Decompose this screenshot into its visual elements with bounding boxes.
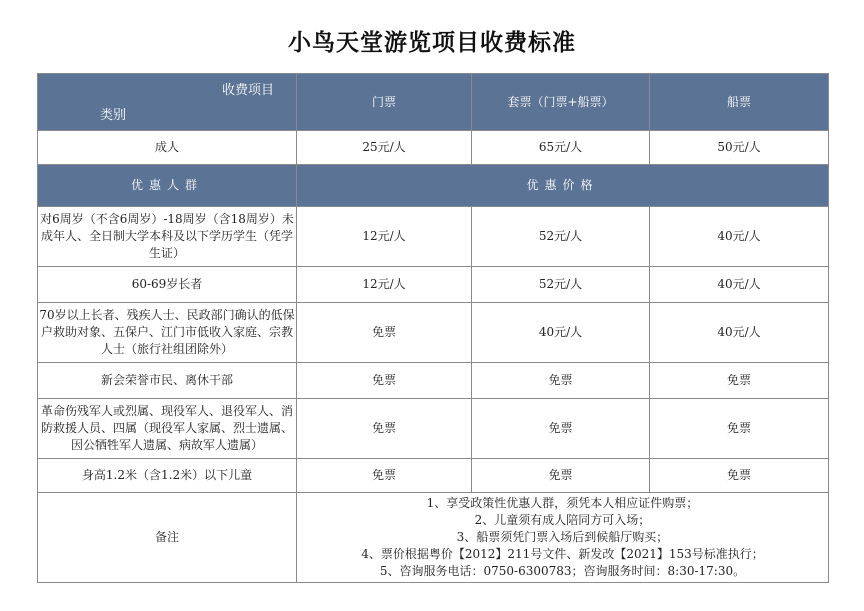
price-cell: 40元/人: [472, 303, 650, 363]
row-label: 成人: [38, 131, 297, 165]
notes-content: [297, 493, 829, 583]
table-row: [38, 459, 829, 493]
header-category-label: 类别: [100, 108, 127, 123]
header-corner-cell: [38, 74, 297, 131]
note-line: 5、咨询服务电话：0750-6300783；咨询服务时间：8:30-17:30。: [379, 564, 746, 578]
price-cell: 52元/人: [472, 267, 650, 303]
note-line: 1、享受政策性优惠人群，须凭本人相应证件购票；: [426, 496, 699, 510]
row-label: 70岁以上长者、残疾人士、民政部门确认的低保户救助对象、五保户、江门市低收入家庭、宗教人士（旅行社组团除外）: [38, 303, 297, 363]
header-item-label: 收费项目: [221, 83, 274, 98]
fee-table: [37, 73, 829, 583]
notes-row: [38, 493, 829, 583]
price-cell: 免票: [472, 363, 650, 399]
table-row: [38, 303, 829, 363]
price-cell: 52元/人: [472, 207, 650, 267]
discount-price-label: 优惠价格: [297, 165, 829, 207]
price-cell: 免票: [297, 363, 472, 399]
price-cell: 免票: [650, 459, 829, 493]
row-label: 身高1.2米（含1.2米）以下儿童: [38, 459, 297, 493]
price-cell: 免票: [297, 303, 472, 363]
price-cell: 免票: [297, 399, 472, 459]
price-cell: 12元/人: [297, 207, 472, 267]
price-cell: 40元/人: [650, 303, 829, 363]
discount-group-label: 优惠人群: [38, 165, 297, 207]
column-header-package: 套票（门票+船票）: [472, 74, 650, 131]
note-line: 4、票价根据粤价【2012】211号文件、新发改【2021】153号标准执行；: [361, 547, 764, 561]
row-label: 对6周岁（不含6周岁）-18周岁（含18周岁）未成年人、全日制大学本科及以下学历学生（凭学生证）: [38, 207, 297, 267]
row-label: 革命伤残军人或烈属、现役军人、退役军人、消防救援人员、四属（现役军人家属、烈士遗属、因公牺牲军人遗属、病故军人遗属）: [38, 399, 297, 459]
table-row: [38, 363, 829, 399]
price-cell: 12元/人: [297, 267, 472, 303]
column-header-ticket: 门票: [297, 74, 472, 131]
column-header-boat: 船票: [650, 74, 829, 131]
table-row: [38, 399, 829, 459]
note-line: 2、儿童须有成人陪同方可入场；: [474, 513, 651, 527]
price-cell: 免票: [472, 399, 650, 459]
discount-section-header: [38, 165, 829, 207]
table-row: [38, 267, 829, 303]
table-row: [38, 131, 829, 165]
page-title: 小鸟天堂游览项目收费标准: [288, 30, 576, 56]
price-cell: 免票: [297, 459, 472, 493]
price-cell: 免票: [472, 459, 650, 493]
row-label: 60-69岁长者: [38, 267, 297, 303]
note-line: 3、船票须凭门票入场后到候船厅购买；: [456, 530, 669, 544]
price-cell: 50元/人: [650, 131, 829, 165]
table-row: [38, 207, 829, 267]
price-cell: 25元/人: [297, 131, 472, 165]
price-cell: 免票: [650, 399, 829, 459]
price-cell: 免票: [650, 363, 829, 399]
row-label: 新会荣誉市民、离休干部: [38, 363, 297, 399]
table-header-row: [38, 74, 829, 131]
notes-label: 备注: [38, 493, 297, 583]
price-cell: 40元/人: [650, 267, 829, 303]
price-cell: 65元/人: [472, 131, 650, 165]
price-cell: 40元/人: [650, 207, 829, 267]
